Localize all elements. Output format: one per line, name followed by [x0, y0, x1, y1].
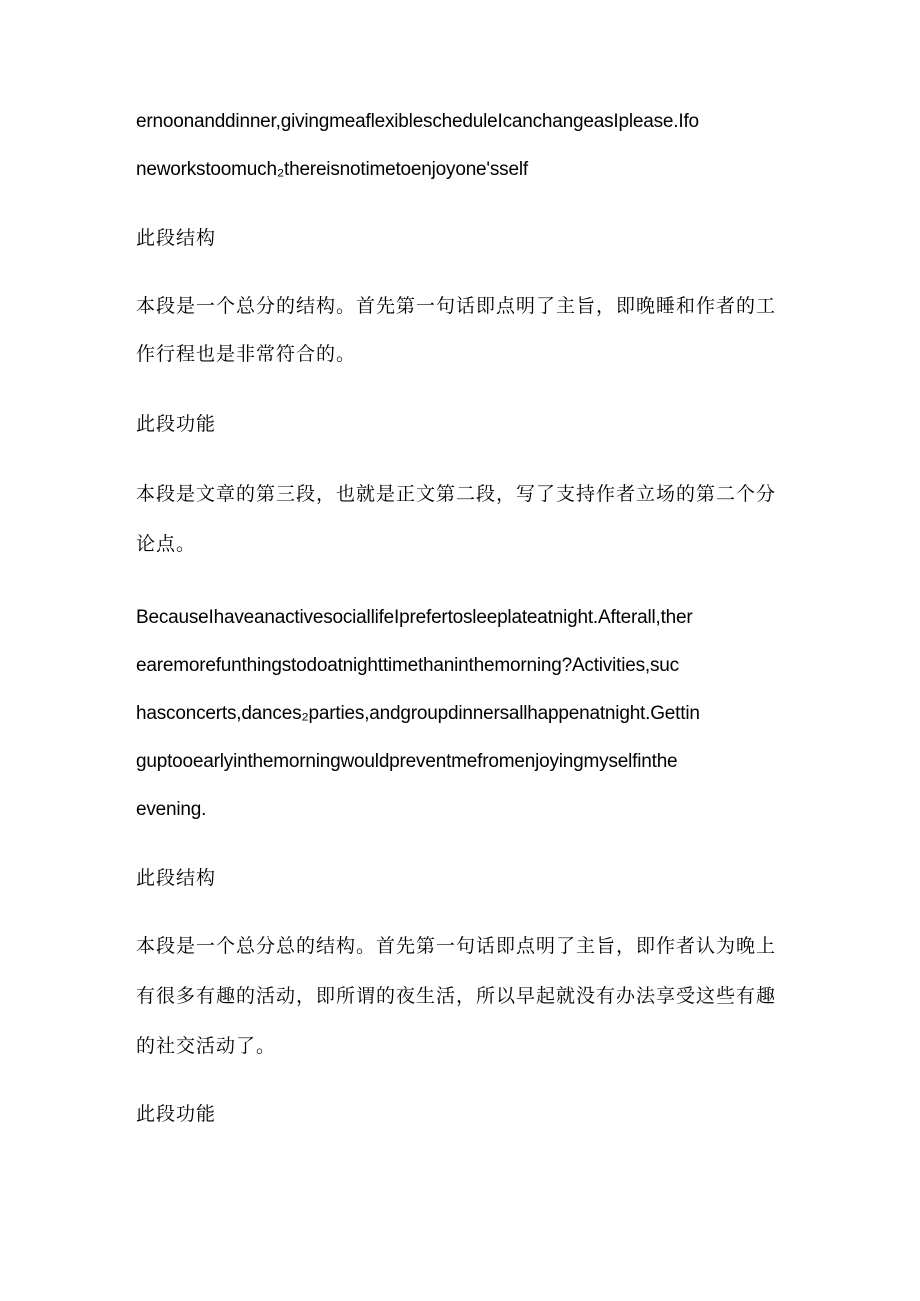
chinese-paragraph-line: 的社交活动了。 [136, 1035, 277, 1057]
english-paragraph-line: ernoonanddinner,givingmeaflexiblescheduleIcanchangeasIplease.Ifo [136, 111, 699, 132]
section-heading-structure: 此段结构 [136, 227, 217, 249]
english-paragraph-line: guptooearlyinthemorningwouldpreventmefromenjoyingmyselfinthe [136, 751, 678, 772]
section-heading-function: 此段功能 [136, 413, 217, 435]
english-paragraph-line: earemorefunthingstodoatnighttimethaninthemorning?Activities,suc [136, 655, 679, 676]
section-heading-structure: 此段结构 [136, 867, 217, 889]
english-paragraph-line: hasconcerts,dances₂parties,andgroupdinnersallhappenatnight.Gettin [136, 703, 700, 724]
chinese-paragraph-line: 本段是一个总分的结构。首先第一句话即点明了主旨，即晚睡和作者的工 [136, 295, 777, 317]
english-paragraph-line: BecauseIhaveanactivesociallifeIprefertosleeplateatnight.Afterall,ther [136, 607, 693, 628]
chinese-paragraph-line: 本段是文章的第三段，也就是正文第二段，写了支持作者立场的第二个分 [136, 483, 777, 505]
section-heading-function: 此段功能 [136, 1103, 217, 1125]
chinese-paragraph-line: 本段是一个总分总的结构。首先第一句话即点明了主旨，即作者认为晚上 [136, 935, 777, 957]
chinese-paragraph-line: 作行程也是非常符合的。 [136, 343, 357, 365]
english-paragraph-line: evening. [136, 799, 207, 820]
chinese-paragraph-line: 论点。 [136, 533, 197, 555]
chinese-paragraph-line: 有很多有趣的活动，即所谓的夜生活，所以早起就没有办法享受这些有趣 [136, 985, 777, 1007]
english-paragraph-line: neworkstoomuch₂thereisnotimetoenjoyone'sself [136, 159, 528, 180]
